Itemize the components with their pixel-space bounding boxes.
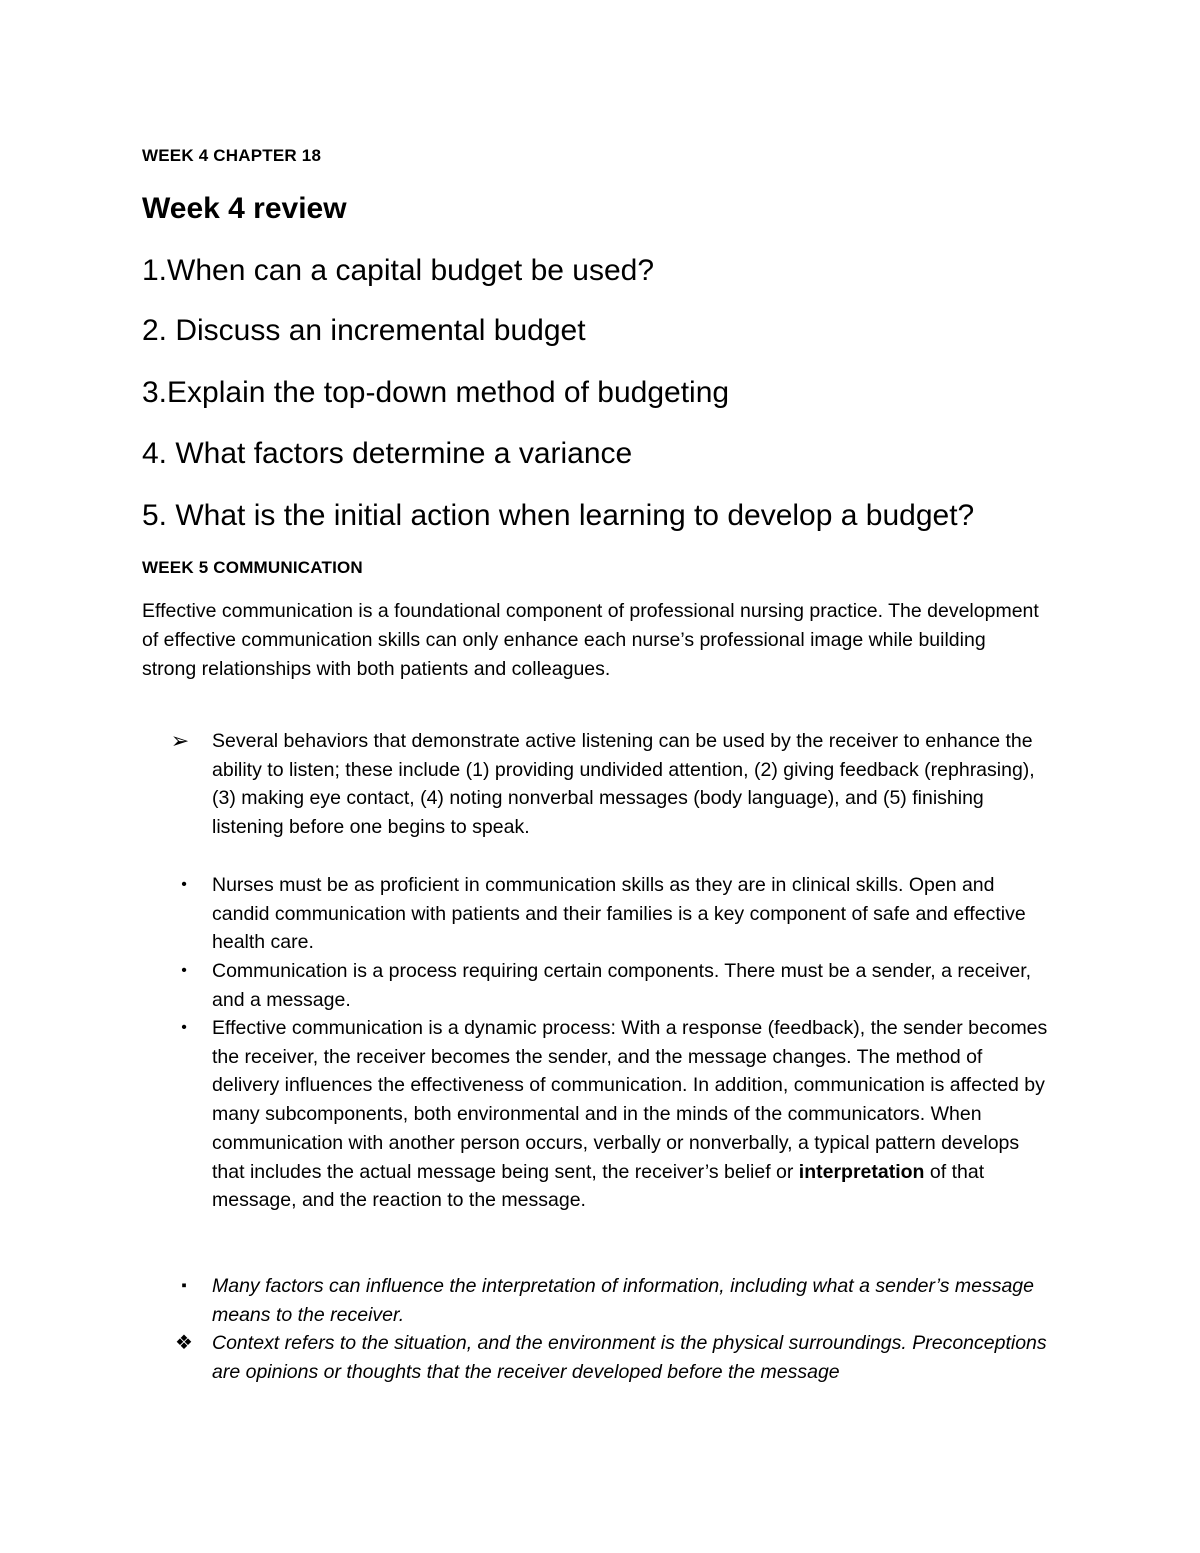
question-1: 1.When can a capital budget be used?	[142, 254, 655, 287]
dot-bullet-icon: •	[181, 962, 187, 979]
question-4: 4. What factors determine a variance	[142, 437, 633, 470]
review-title: Week 4 review	[142, 192, 347, 225]
question-5: 5. What is the initial action when learning to develop a budget?	[142, 499, 975, 532]
dot-bullet-icon: •	[181, 876, 187, 893]
dynamic-process-text-end: of that message, and the reaction to the message.	[212, 1160, 985, 1212]
bullet-item-context: Context refers to the situation, and the environment is the physical surroundings. Preconceptions are opinions or thoughts that the receiver developed before the message	[212, 1332, 1047, 1383]
bullet-item-process-components: Communication is a process requiring certain components. There must be a sender, a receiver, and a message.	[212, 960, 1032, 1011]
active-listening-item: Several behaviors that demonstrate active listening can be used by the receiver to enhance the ability to listen; these include (1) providing undivided attention, (2) giving feedback (rephrasing), (3) making eye contact, (4) noting nonverbal messages (body language), and (5) finishing listening before one begins to speak.	[212, 730, 1035, 839]
diamond-bullet-icon: ❖	[175, 1332, 193, 1354]
interpretation-term: interpretation	[798, 1160, 925, 1183]
dot-bullet-icon: •	[181, 1019, 187, 1036]
bullet-item-nurses-proficient: Nurses must be as proficient in communication skills as they are in clinical skills. Open and candid communication with patients and their families is a key component of safe and effective health care.	[212, 874, 1026, 954]
question-3: 3.Explain the top-down method of budgeting	[142, 376, 730, 409]
dynamic-process-text: Effective communication is a dynamic process: With a response (feedback), the sender becomes the receiver, the receiver becomes the sender, and the message changes. The method of delivery influences the effectiveness of communication. In addition, communication is affected by many subcomponents, both environmental and in the minds of the communicators. When communication with another person occurs, verbally or nonverbally, a typical pattern develops that includes the actual message being sent, the receiver’s belief or	[212, 1017, 1048, 1183]
week5-intro-paragraph: Effective communication is a foundational component of professional nursing practice. The development of effective communication skills can only enhance each nurse’s professional image while building strong relationships with both patients and colleagues.	[142, 600, 1039, 680]
bullet-item-dynamic-process	[212, 1014, 1052, 1215]
question-2: 2. Discuss an incremental budget	[142, 314, 586, 347]
week4-heading: WEEK 4 CHAPTER 18	[142, 146, 322, 165]
bullet-item-interpretation-factors: Many factors can influence the interpretation of information, including what a sender’s message means to the receiver.	[212, 1275, 1034, 1326]
arrow-bullet-icon: ➢	[170, 728, 190, 753]
week5-heading: WEEK 5 COMMUNICATION	[142, 558, 363, 577]
square-bullet-icon: ▪	[181, 1277, 187, 1294]
